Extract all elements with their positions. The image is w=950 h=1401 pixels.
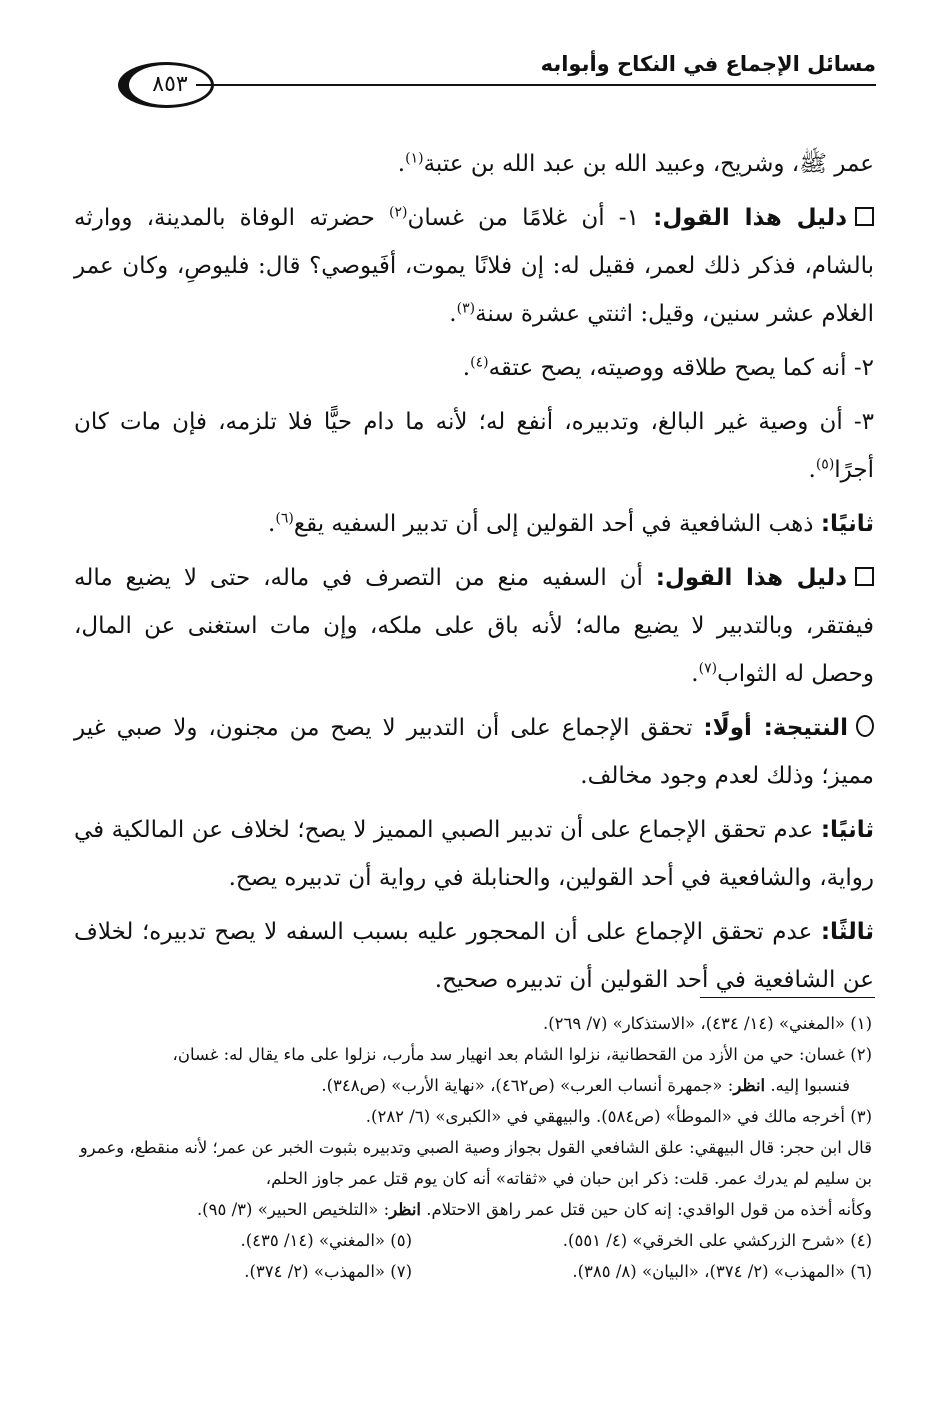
paragraph-5: ثانيًا: ذهب الشافعية في أحد القولين إلى أن تدبير السفيه يقع$^{(٦)}$. <box>268 510 874 537</box>
footnote-separator <box>700 997 875 998</box>
running-header-title: مسائل الإجماع في النكاح وأبوابه <box>540 52 876 76</box>
section-label: ثانيًا: <box>820 817 874 843</box>
square-bullet-icon <box>855 567 874 586</box>
footnote-7: (٧) «المهذب» (٢/ ٣٧٤). <box>244 1262 412 1281</box>
footnote-6: (٦) «المهذب» (٢/ ٣٧٤)، «البيان» (٨/ ٣٨٥). <box>572 1262 872 1281</box>
footnote-ref: (٢) <box>388 204 408 221</box>
main-text <box>74 140 874 1010</box>
square-bullet-icon <box>855 207 874 226</box>
paragraph-4: ٣- أن وصية غير البالغ، وتدبيره، أنفع له؛ لأنه ما دام حيًّا فلا تلزمه، فإن مات كان أجرًا$^{(٥)}$. <box>74 409 874 483</box>
footnote-ref: (٣) <box>456 300 476 317</box>
header-rule <box>196 84 876 86</box>
paragraph-6: دليل هذا القول: أن السفيه منع من التصرف في ماله، حتى لا يضيع ماله فيفتقر، وبالتدبير لا يضيع ماله؛ لأنه باق على ملكه، وإن مات استغنى عن المال، وحصل له الثواب$^{(٧)}$. <box>74 565 874 687</box>
footnote-row-4-5 <box>72 1225 872 1256</box>
footnote-2: (٢) غسان: حي من الأزد من القحطانية، نزلوا الشام بعد انهيار سد مأرب، نزلوا على ماء يقال له: غسان، <box>172 1045 872 1064</box>
footnote-ref: (١) <box>405 150 424 167</box>
footnote-ref: (٤) <box>470 354 489 371</box>
footnote-ref: (٧) <box>698 660 718 677</box>
footnote-3-comment-end: وكأنه أخذه من قول الواقدي: إنه كان حين قتل عمر راهق الاحتلام. انظر: «التلخيص الحبير» (٣/ ٩٥). <box>196 1200 872 1219</box>
paragraph-1: عمر ﷺ، وشريح، وعبيد الله بن عبد الله بن عتبة$^{(١)}$. <box>397 150 874 177</box>
footnote-3: (٣) أخرجه مالك في «الموطأ» (ص٥٨٤). والبيهقي في «الكبرى» (٦/ ٢٨٢). <box>365 1107 872 1126</box>
paragraph-2: دليل هذا القول: ١- أن غلامًا من غسان$^{(٢)}$ حضرته الوفاة بالمدينة، ووارثه بالشام، فذكر ذلك لعمر، فقيل له: إن فلانًا يموت، أفَيوصي؟ قال: فليوصِ، وكان عمر الغلام عشر سنين، وقيل: اثنتي عشرة سنة$^{(٣)}$. <box>74 204 874 327</box>
footnote-1: (١) «المغني» (١٤/ ٤٣٤)، «الاستذكار» (٧/ ٢٦٩). <box>542 1014 872 1033</box>
footnotes <box>72 1008 872 1287</box>
result-label: النتيجة: <box>763 715 848 741</box>
section-label: أولًا: <box>703 715 764 741</box>
footnote-row-6-7 <box>72 1256 872 1287</box>
paragraph-8: ثانيًا: عدم تحقق الإجماع على أن تدبير الصبي المميز لا يصح؛ لخلاف عن المالكية في رواية، والشافعية في أحد القولين، والحنابلة في رواية أن تدبيره يصح. <box>74 817 874 891</box>
section-label: ثانيًا: <box>820 511 874 537</box>
paragraph-9: ثالثًا: عدم تحقق الإجماع على أن المحجور عليه بسبب السفه لا يصح تدبيره؛ لخلاف عن الشافعية في أحد القولين أن تدبيره صحيح. <box>74 919 874 993</box>
footnote-4: (٤) «شرح الزركشي على الخرقي» (٤/ ٥٥١). <box>562 1231 872 1250</box>
section-label: ثالثًا: <box>820 919 874 945</box>
paragraph-7: النتيجة: أولًا: تحقق الإجماع على أن التدبير لا يصح من مجنون، ولا صبي غير مميز؛ وذلك لعدم وجود مخالف. <box>74 715 874 789</box>
footnote-3-comment: قال ابن حجر: قال البيهقي: علق الشافعي القول بجواز وصية الصبي وتدبيره بثبوت الخبر عن عمر؛ لأنه منقطع، وعمرو بن سليم لم يدرك عمر. قلت: ذكر ابن حبان في «ثقاته» أنه كان يوم قتل عمر جاوز الحلم، <box>79 1138 872 1188</box>
footnote-ref: (٥) <box>815 456 835 473</box>
footnote-2-cont: فنسبوا إليه. انظر: «جمهرة أنساب العرب» (ص٤٦٢)، «نهاية الأرب» (ص٣٤٨). <box>321 1076 850 1095</box>
circle-bullet-icon <box>856 715 874 737</box>
page-number: ٨٥٣ <box>152 72 188 97</box>
paragraph-3: ٢- أنه كما يصح طلاقه ووصيته، يصح عتقه$^{(٤)}$. <box>462 354 874 381</box>
footnote-ref: (٦) <box>275 510 294 527</box>
footnote-5: (٥) «المغني» (١٤/ ٤٣٥). <box>240 1231 412 1250</box>
section-label: دليل هذا القول: <box>653 205 848 231</box>
section-label: دليل هذا القول: <box>655 565 847 591</box>
